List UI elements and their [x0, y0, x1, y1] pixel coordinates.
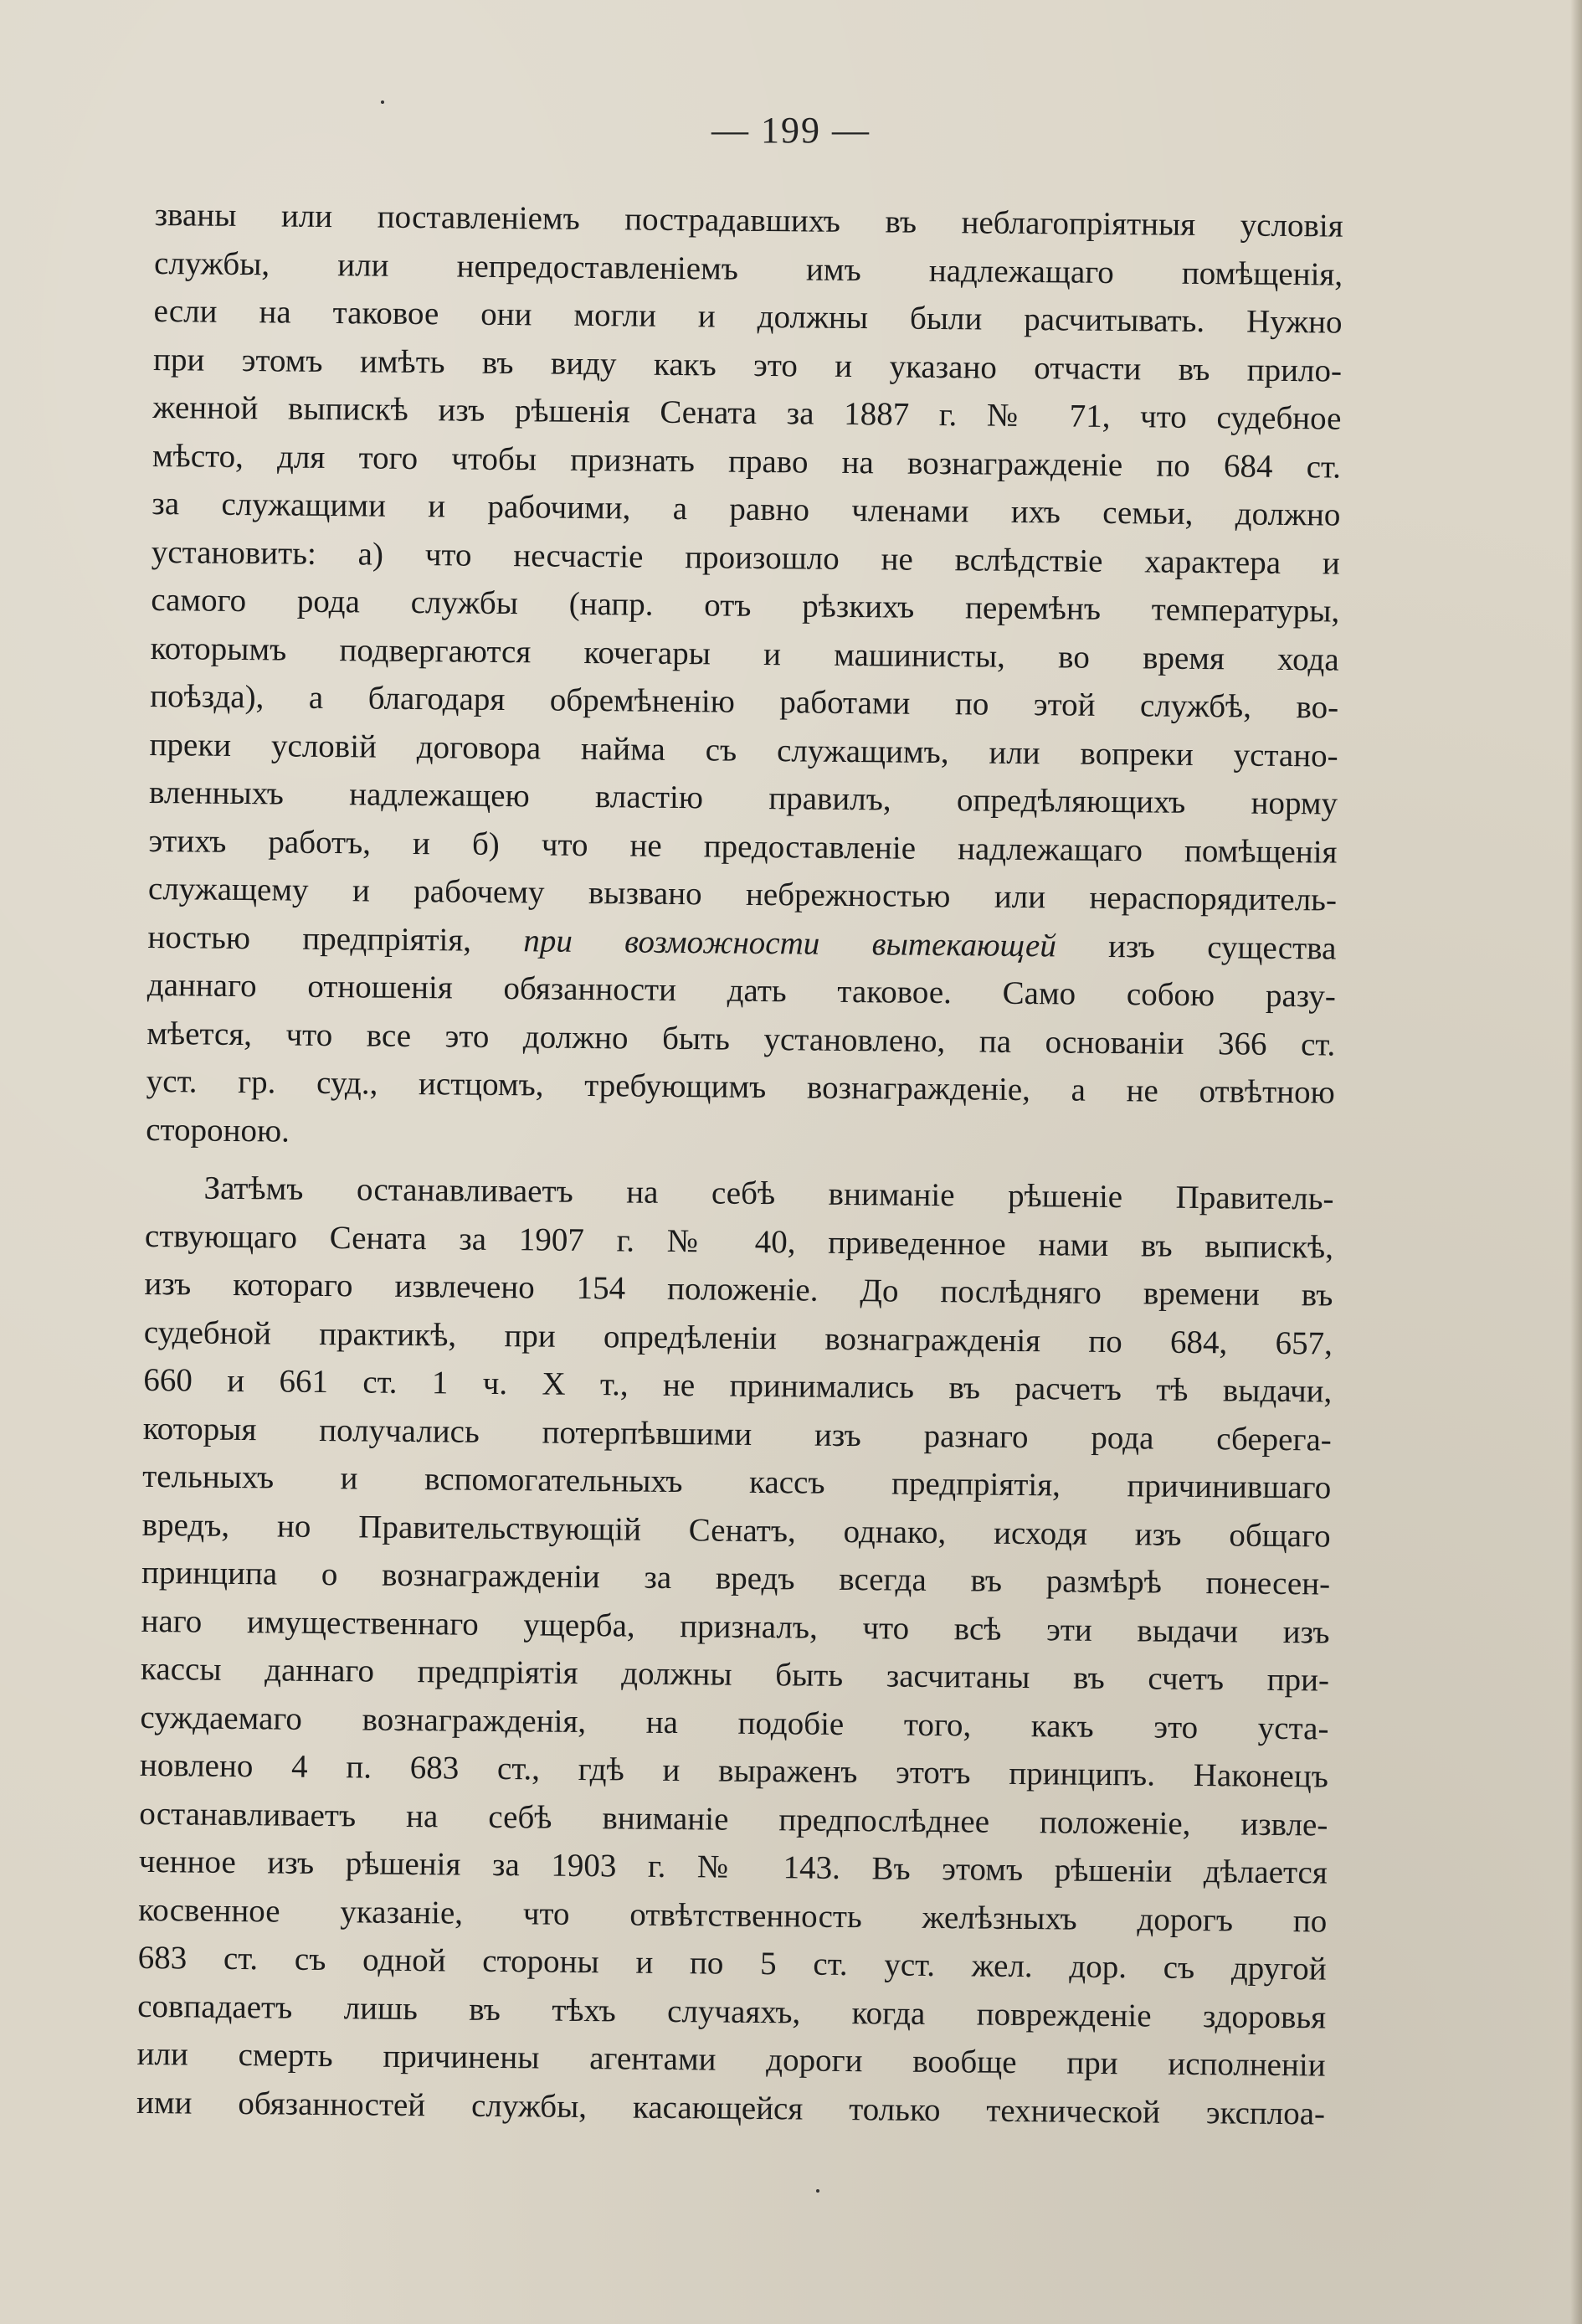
text-line: которыя получались потерпѣвшими изъ разнаго рода сберега- — [142, 1410, 1332, 1458]
text-segment: ностью предпріятія, — [147, 918, 524, 959]
text-line: или смерть причинены агентами дороги вообще при исполненіи — [136, 2035, 1326, 2084]
text-line: если на таковое они могли и должны были расчитывать. Нужно — [153, 292, 1343, 341]
page-number: — 199 — — [711, 110, 871, 151]
text-line: за служащими и рабочими, а равно членами ихъ семьи, должно — [152, 485, 1341, 533]
body-text — [136, 191, 1343, 2138]
text-line: тельныхъ и вспомогательныхъ кассъ предпріятія, причинившаго — [142, 1458, 1332, 1506]
text-line: ствующаго Сената за 1907 г. № 40, приведенное нами въ выпискѣ, — [144, 1217, 1334, 1266]
text-line: женной выпискѣ изъ рѣшенія Сената за 1887 г. № 71, что судебное — [152, 388, 1342, 437]
text-line: служащему и рабочему вызвано небрежностью или нераспорядитель- — [147, 870, 1338, 918]
text-line: поѣзда), а благодаря обремѣненію работами по этой службѣ, во- — [150, 677, 1339, 726]
text-line: которымъ подвергаются кочегары и машинисты, во время хода — [150, 630, 1339, 678]
text-line: косвенное указаніе, что отвѣтственность желѣзныхъ дорогъ по — [138, 1891, 1328, 1940]
text-segment: изъ существа — [1056, 927, 1337, 967]
text-line: останавливаетъ на себѣ вниманіе предпослѣднее положеніе, извле- — [139, 1795, 1328, 1843]
text-line: при этомъ имѣть въ виду какъ это и указано отчасти въ прило- — [152, 341, 1343, 389]
paper-speck — [816, 2189, 819, 2193]
text-line: суждаемаго вознагражденія, на подобіе того, какъ это уста- — [140, 1699, 1329, 1747]
text-line: изъ котораго извлечено 154 положеніе. До послѣдняго времени въ — [144, 1265, 1333, 1314]
text-line: званы или поставленіемъ пострадавшихъ въ неблагопріятныя условія — [154, 196, 1343, 244]
text-line: уст. гр. суд., истцомъ, требующимъ вознагражденіе, а не отвѣтною — [146, 1062, 1335, 1111]
text-line: стороною. — [146, 1111, 290, 1149]
text-line: мѣсто, для того чтобы признать право на вознагражденіе по 684 ст. — [152, 437, 1342, 486]
text-line: установить: а) что несчастіе произошло не вслѣдствіе характера и — [151, 533, 1341, 582]
page-edge-shadow — [1570, 0, 1582, 2324]
text-line: 660 и 661 ст. 1 ч. X т., не принимались въ расчетъ тѣ выдачи, — [143, 1361, 1333, 1410]
text-line: даннаго отношенія обязанности дать таковое. Само собою разу- — [146, 966, 1337, 1015]
text-line: самого рода службы (напр. отъ рѣзкихъ перемѣнъ температуры, — [151, 581, 1340, 630]
text-line: судебной практикѣ, при опредѣленіи вознагражденія по 684, 657, — [143, 1314, 1333, 1362]
text-line: наго имущественнаго ущерба, призналъ, что всѣ эти выдачи изъ — [141, 1602, 1330, 1651]
text-line: вредъ, но Правительствующій Сенатъ, однако, исходя изъ общаго — [141, 1506, 1331, 1555]
paper-speck — [381, 100, 384, 104]
text-line: вленныхъ надлежащею властію правилъ, опредѣляющихъ норму — [148, 774, 1338, 822]
text-line: Затѣмъ останавливаетъ на себѣ вниманіе рѣшеніе Правитель- — [203, 1170, 1334, 1217]
text-line: службы, или непредоставленіемъ имъ надлежащаго помѣщенія, — [153, 244, 1343, 293]
text-line: мѣется, что все это должно быть установлено, па основаніи 366 ст. — [146, 1015, 1336, 1063]
text-line: 683 ст. съ одной стороны и по 5 ст. уст. жел. дор. съ другой — [137, 1939, 1327, 1987]
italic-phrase: при возможности вытекающей — [523, 922, 1057, 964]
text-line: принципа о вознагражденіи за вредъ всегда въ размѣрѣ понесен- — [141, 1554, 1331, 1602]
text-line: новлено 4 п. 683 ст., гдѣ и выраженъ этотъ принципъ. Наконецъ — [139, 1746, 1329, 1795]
text-line: ими обязанностей службы, касающейся только технической эксплоа- — [136, 2084, 1326, 2132]
text-line: преки условій договора найма съ служащимъ, или вопреки устано- — [149, 726, 1338, 774]
text-line: этихъ работъ, и б) что не предоставленіе надлежащаго помѣщенія — [148, 822, 1338, 871]
text-line: ченное изъ рѣшенія за 1903 г. № 143. Въ этомъ рѣшеніи дѣлается — [138, 1843, 1328, 1891]
text-line: совпадаетъ лишь въ тѣхъ случаяхъ, когда поврежденіе здоровья — [136, 1987, 1327, 2036]
text-line: кассы даннаго предпріятія должны быть засчитаны въ счетъ при- — [140, 1650, 1330, 1699]
